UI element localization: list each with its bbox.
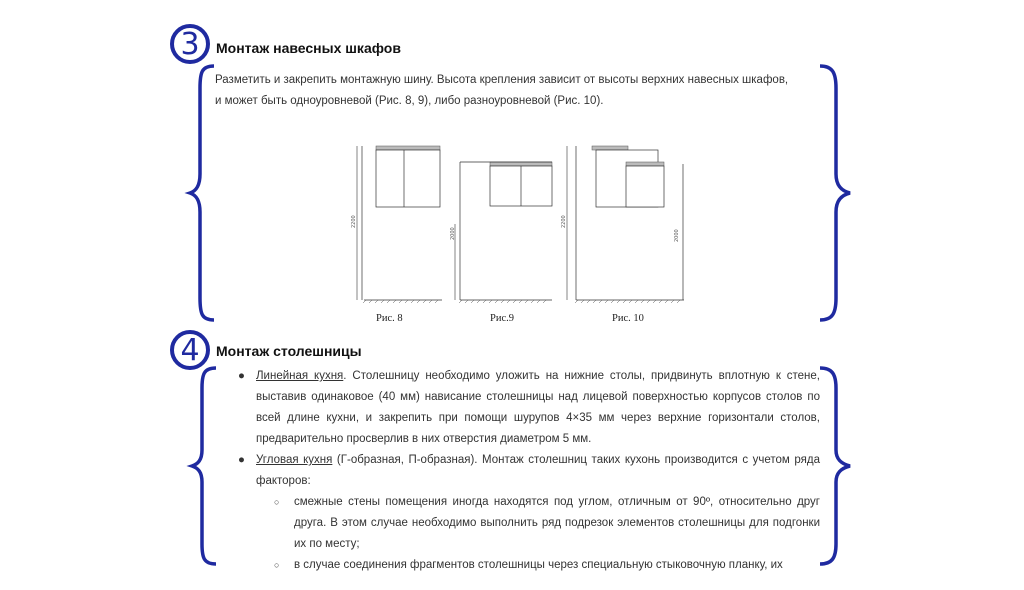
sub-item-text: в случае соединения фрагментов столешницы через специальную стыковочную планку, их xyxy=(294,559,783,571)
section-4-list xyxy=(230,366,820,576)
linear-kitchen-term: Линейная кухня xyxy=(256,370,344,382)
section-3-text-line-2: и может быть одноуровневой (Рис. 8, 9), либо разноуровневой (Рис. 10). xyxy=(215,95,604,107)
section-3-text xyxy=(215,70,825,112)
left-brace-4 xyxy=(190,366,220,566)
bullet-icon: ● xyxy=(238,370,245,382)
corner-kitchen-text: (Г-образная, П-образная). Монтаж столешниц таких кухонь производится с учетом ряда факторов: xyxy=(256,454,820,487)
figure-9-label: Рис.9 xyxy=(490,313,514,324)
right-brace-4 xyxy=(818,366,854,566)
section-4-title: Монтаж столешницы xyxy=(216,343,362,359)
linear-kitchen-text: . Столешницу необходимо уложить на нижние столы, придвинуть вплотную к стене, выставив одинаковое (40 мм) нависание столешницы над лицевой поверхностью корпусов столов по всей длине кухни, и закрепить при помощи шурупов 4×35 мм через верхние горизонтали столов, предварительно просверлив в них отверстия диаметром 5 мм. xyxy=(256,370,820,445)
figure-10 xyxy=(562,140,690,310)
figure-8-label: Рис. 8 xyxy=(376,313,403,324)
figure-8-dimension: 2200 xyxy=(351,215,357,228)
section-3-text-line-1: Разметить и закрепить монтажную шину. Высота крепления зависит от высоты верхних навесных шкафов, xyxy=(215,74,789,86)
figure-10-dimension-left: 2200 xyxy=(561,215,567,228)
left-brace-3 xyxy=(188,64,218,322)
step-3-badge xyxy=(170,24,210,64)
list-item-linear-kitchen xyxy=(230,366,820,450)
circle-bullet-icon: ○ xyxy=(274,560,280,570)
sub-item-joint-strip xyxy=(230,555,820,576)
step-3-number: 3 xyxy=(180,26,200,62)
figure-10-dimension-right: 2000 xyxy=(674,229,680,242)
sub-item-angled-walls xyxy=(230,492,820,555)
figure-9-dimension: 2000 xyxy=(450,227,456,240)
list-item-corner-kitchen xyxy=(230,450,820,492)
circle-bullet-icon: ○ xyxy=(274,497,280,507)
step-4-number: 4 xyxy=(180,332,200,368)
figure-9 xyxy=(452,158,556,310)
step-4-badge xyxy=(170,330,210,370)
figure-10-label: Рис. 10 xyxy=(612,313,644,324)
section-3-title: Монтаж навесных шкафов xyxy=(216,40,401,56)
sub-item-text: смежные стены помещения иногда находятся под углом, отличным от 90º, относительно друг друга. В этом случае необходимо выполнить ряд подрезок элементов столешницы для подгонки их по месту; xyxy=(294,496,820,550)
figure-8 xyxy=(352,140,448,310)
bullet-icon: ● xyxy=(238,454,245,466)
corner-kitchen-term: Угловая кухня xyxy=(256,454,333,466)
